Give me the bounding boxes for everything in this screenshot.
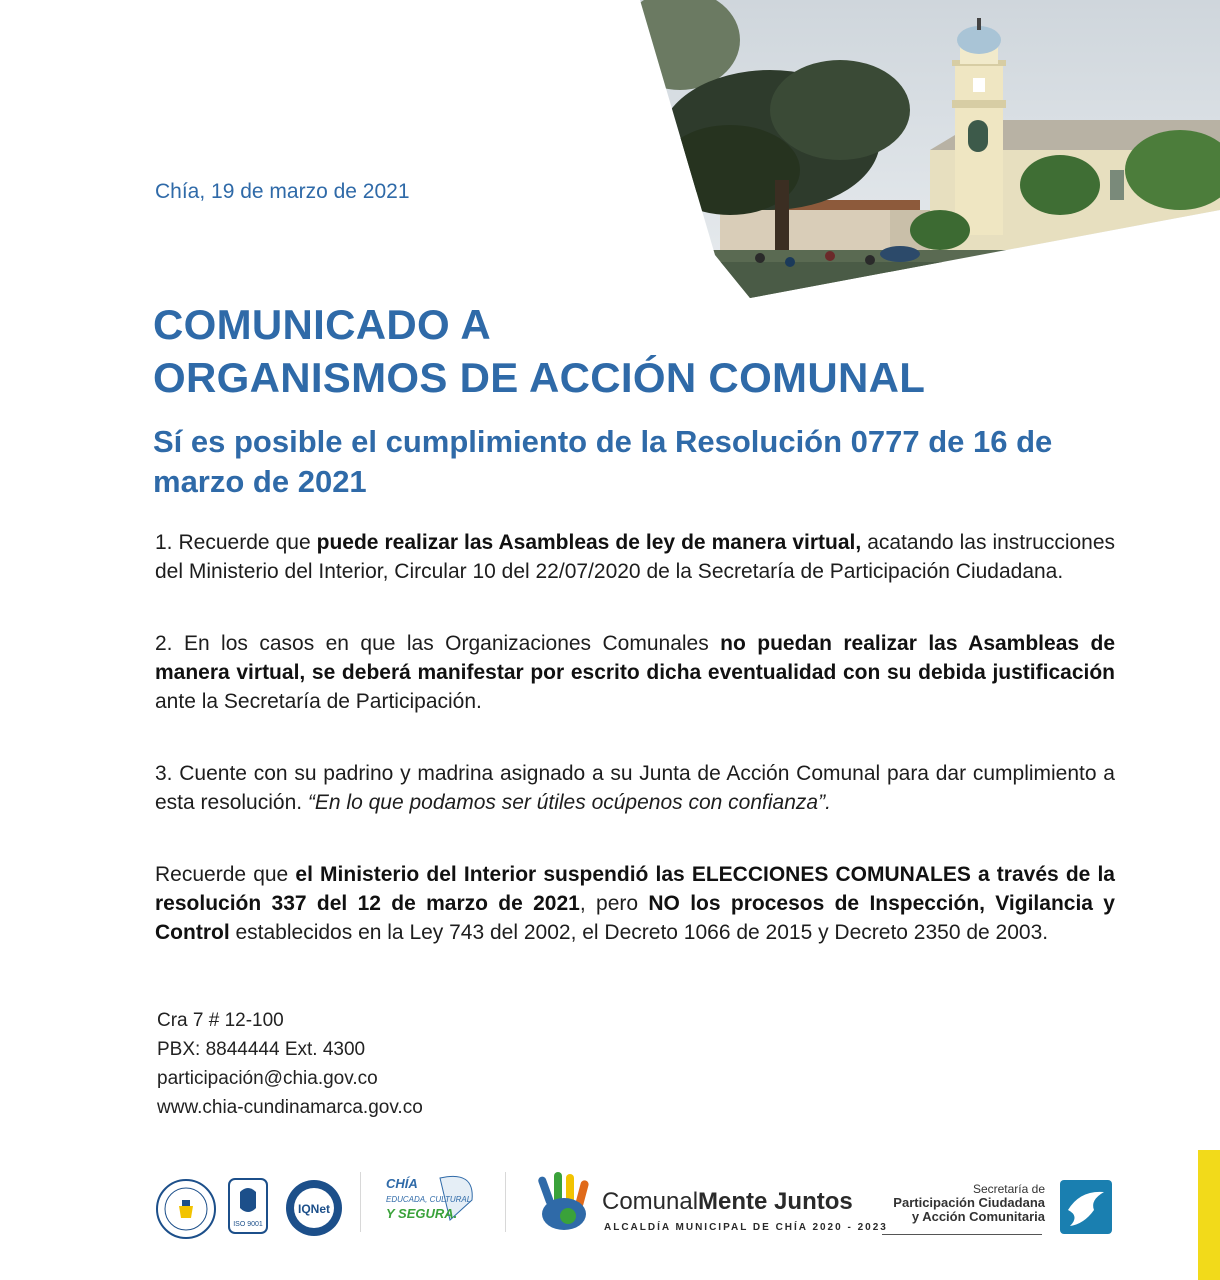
p3-text: 3. Cuente con su padrino y madrina asignado a su Junta de Acción Comunal para dar cumplimiento a esta resolución. <box>155 762 1115 814</box>
brand-part-2: Mente Juntos <box>698 1188 853 1215</box>
p4-text-mid: , pero <box>579 892 649 915</box>
colombia-seal-logo <box>155 1178 217 1245</box>
iqnet-label: IQNet <box>297 1202 331 1216</box>
contact-phone: PBX: 8844444 Ext. 4300 <box>157 1039 366 1060</box>
p1-text-end: acatando las instrucciones del Ministerio del Interior, Circular 10 del 22/07/2020 de la Secretaría de Participación Ciudadana. <box>155 531 1116 583</box>
iso-9001-logo <box>228 1178 268 1239</box>
p2-text: 2. En los casos en que las Organizaciones Comunales <box>155 632 721 655</box>
slogan-line2: EDUCADA, CULTURAL <box>386 1195 472 1204</box>
p4-bold-2: NO los procesos de Inspección, Vigilancia y Control <box>155 892 1115 944</box>
contact-email[interactable]: participación@chia.gov.co <box>157 1068 378 1089</box>
document-date: Chía, 19 de marzo de 2021 <box>155 180 410 203</box>
contact-website[interactable]: www.chia-cundinamarca.gov.co <box>157 1097 423 1118</box>
p3-quote: “En lo que podamos ser útiles ocúpenos con confianza”. <box>307 791 831 814</box>
secretaria-underline <box>882 1234 1042 1235</box>
sec-line-2: Participación Ciudadana <box>893 1195 1045 1210</box>
dove-icon <box>1060 1180 1112 1239</box>
sec-line-3: y Acción Comunitaria <box>911 1209 1045 1224</box>
contact-address: Cra 7 # 12-100 <box>157 1010 284 1031</box>
yellow-accent-bar <box>1198 1150 1220 1280</box>
iso-label: ISO 9001 <box>233 1221 263 1228</box>
document-body <box>155 528 1115 990</box>
title-line-1: COMUNICADO A <box>153 301 492 348</box>
title-line-2: ORGANISMOS DE ACCIÓN COMUNAL <box>153 354 926 401</box>
iqnet-logo <box>284 1178 344 1243</box>
p4-text: Recuerde que <box>155 863 296 886</box>
sec-line-1: Secretaría de <box>972 1182 1045 1196</box>
p1-text: 1. Recuerde que <box>155 531 317 554</box>
contact-block <box>157 1006 423 1122</box>
paragraph-1 <box>155 528 1115 586</box>
comunalmente-brand <box>602 1188 853 1216</box>
slogan-chia: CHÍA <box>386 1176 418 1191</box>
p4-bold-1: el Ministerio del Interior suspendió las ELECCIONES COMUNALES a través de la resolución 337 del 12 de marzo de 2021 <box>155 863 1115 915</box>
p4-text-end: establecidos en la Ley 743 del 2002, el Decreto 1066 de 2015 y Decreto 2350 de 2003. <box>229 921 1049 944</box>
p2-text-end: ante la Secretaría de Participación. <box>155 690 482 713</box>
secretaria-logo-text <box>880 1182 1045 1224</box>
alcaldia-subtitle: ALCALDÍA MUNICIPAL DE CHÍA 2020 - 2023 <box>604 1222 888 1233</box>
page-title <box>153 298 925 404</box>
footer-divider-2 <box>505 1172 506 1232</box>
paragraph-2 <box>155 629 1115 716</box>
footer-divider-1 <box>360 1172 361 1232</box>
comunalmente-hands-logo <box>530 1168 600 1243</box>
header-photo-church <box>640 0 1220 300</box>
page-subtitle: Sí es posible el cumplimiento de la Resolución 0777 de 16 de marzo de 2021 <box>153 424 1053 499</box>
p1-bold: puede realizar las Asambleas de ley de manera virtual, <box>316 531 862 554</box>
paragraph-3 <box>155 759 1115 817</box>
slogan-line3: Y SEGURA. <box>386 1206 458 1221</box>
p2-bold: no puedan realizar las Asambleas de manera virtual, se deberá manifestar por escrito dicha eventualidad con su debida justificación <box>155 632 1115 684</box>
brand-part-1: Comunal <box>602 1188 699 1215</box>
chia-slogan-logo <box>380 1170 480 1239</box>
paragraph-4 <box>155 860 1115 947</box>
